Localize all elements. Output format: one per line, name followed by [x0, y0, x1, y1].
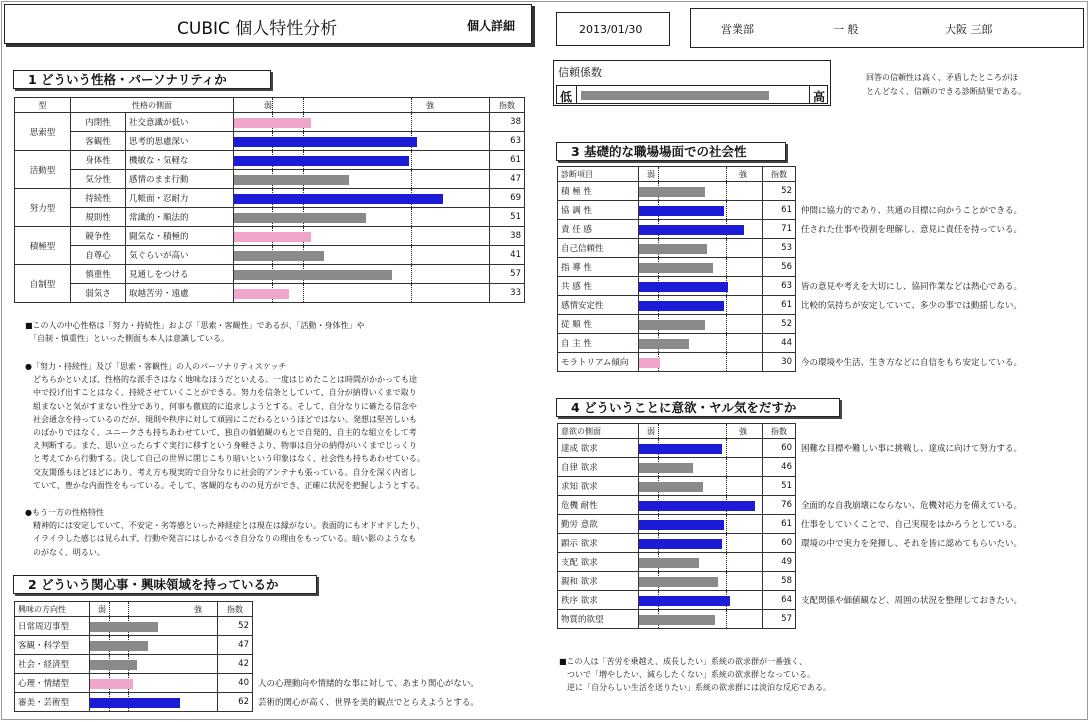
row-label: 協 調 性	[558, 201, 639, 220]
bar-cell	[90, 655, 218, 674]
table-row	[558, 496, 796, 515]
bar-cell	[234, 265, 490, 284]
table-row	[15, 674, 253, 693]
scale-guide	[128, 602, 129, 616]
bar-cell	[639, 334, 763, 353]
trait-name: 客観性	[71, 132, 126, 151]
table-row	[15, 265, 525, 284]
scale-guide	[411, 208, 412, 226]
scale-guide	[272, 98, 273, 112]
score-bar	[639, 482, 703, 492]
bar-cell	[639, 610, 763, 629]
bar-cell	[639, 258, 763, 277]
scale-guide	[658, 424, 659, 438]
score-bar	[639, 206, 724, 216]
interest-table	[14, 601, 253, 712]
score-bar	[639, 463, 693, 473]
table-row	[15, 208, 525, 227]
trait-description: 機敏な・気軽な	[126, 151, 234, 170]
scale-guide	[411, 227, 412, 245]
scale-guide	[726, 167, 727, 181]
scale-guide	[726, 201, 727, 219]
score-value: 57	[490, 265, 525, 284]
row-label: 共 感 性	[558, 277, 639, 296]
score-bar	[234, 194, 443, 204]
score-value: 38	[490, 113, 525, 132]
bar-cell	[90, 674, 218, 693]
header-scale	[639, 167, 763, 182]
table-header-row	[558, 424, 796, 439]
score-bar	[639, 501, 755, 511]
row-label: 審美・芸術型	[15, 693, 90, 712]
reliability-comment-line1: 回答の信頼性は高く、矛盾したところがほ	[866, 73, 1018, 82]
scale-guide	[109, 602, 110, 616]
score-bar	[234, 118, 311, 128]
table-row	[558, 315, 796, 334]
table-row	[558, 201, 796, 220]
score-value: 47	[218, 636, 253, 655]
scale-guide	[726, 258, 727, 276]
table-row	[558, 296, 796, 315]
scale-guide	[411, 98, 412, 112]
reliability-scale	[556, 85, 828, 104]
score-value: 44	[763, 334, 796, 353]
row-comment: 仲間に協力的であり、共通の目標に向かうことができる。	[801, 206, 1023, 216]
bar-cell	[639, 182, 763, 201]
scale-guide	[658, 167, 659, 181]
score-value: 52	[763, 315, 796, 334]
trait-description: 気ぐらいが高い	[126, 246, 234, 265]
header-strong: 強	[739, 427, 747, 436]
personality-group: 活動型	[15, 151, 71, 189]
table-row	[15, 246, 525, 265]
header-index: 指数	[490, 98, 525, 113]
row-label: 日常周辺事型	[15, 617, 90, 636]
section4-summary: ■この人は「苦労を乗越え、成長したい」系統の欲求群が一番強く、 ついで「増やしたい、減らしたくない」系統の欲求群となっている。 逆に「自分らしい生活を送りたい」系統の欲求群には淡泊な反応である。	[559, 657, 831, 693]
header-type: 型	[15, 98, 71, 113]
section2-title: 2 どういう関心事・興味領域を持っているか	[13, 575, 317, 594]
personality-group: 自制型	[15, 265, 71, 303]
scale-guide	[726, 424, 727, 438]
row-label: 求知 欲求	[558, 477, 639, 496]
reliability-box	[553, 60, 831, 106]
bar-cell	[639, 591, 763, 610]
score-value: 41	[490, 246, 525, 265]
scale-guide	[411, 284, 412, 302]
score-bar	[234, 137, 417, 147]
scale-guide	[726, 239, 727, 257]
table-row	[558, 515, 796, 534]
trait-description: 常識的・順法的	[126, 208, 234, 227]
person-name: 大阪 三郎	[945, 23, 993, 36]
bar-cell	[639, 572, 763, 591]
job-position: 一 般	[833, 23, 859, 36]
score-value: 60	[763, 439, 796, 458]
table-row	[558, 258, 796, 277]
personality-group: 努力型	[15, 189, 71, 227]
reliability-divider-left	[576, 86, 577, 103]
table-row	[15, 636, 253, 655]
scale-guide	[726, 572, 727, 590]
trait-name: 慎重性	[71, 265, 126, 284]
motivation-table	[557, 423, 796, 629]
table-row	[15, 655, 253, 674]
bar-cell	[234, 284, 490, 303]
table-row	[15, 170, 525, 189]
score-value: 71	[763, 220, 796, 239]
header-strong: 強	[194, 605, 202, 614]
header-scale	[234, 98, 490, 113]
personality-group: 思索型	[15, 113, 71, 151]
row-label: 親和 欲求	[558, 572, 639, 591]
bar-cell	[234, 227, 490, 246]
table-row	[558, 610, 796, 629]
score-bar	[639, 358, 660, 368]
row-label: 自 主 性	[558, 334, 639, 353]
score-bar	[639, 615, 715, 625]
bar-cell	[639, 458, 763, 477]
row-comment: 全面的な自我崩壊にならない、危機対応力を備えている。	[801, 501, 1023, 511]
table-row	[15, 132, 525, 151]
table-row	[558, 353, 796, 372]
score-bar	[639, 444, 722, 454]
title-box	[4, 4, 532, 44]
row-label: 指 導 性	[558, 258, 639, 277]
social-table	[557, 166, 796, 372]
score-bar	[639, 539, 722, 549]
bar-cell	[639, 277, 763, 296]
header-strong: 強	[739, 170, 747, 179]
score-value: 53	[763, 239, 796, 258]
section1-title: 1 どういう性格・パーソナリティか	[13, 70, 271, 89]
score-value: 40	[218, 674, 253, 693]
section3-title: 3 基礎的な職場場面での社会性	[556, 142, 786, 161]
reliability-low: 低	[560, 90, 573, 104]
header-weak: 弱	[98, 605, 106, 614]
page-subtitle: 個人詳細	[467, 19, 516, 33]
score-value: 61	[763, 515, 796, 534]
score-bar	[90, 622, 158, 632]
row-label: 秩序 欲求	[558, 591, 639, 610]
title-box-shadow	[532, 6, 535, 47]
score-bar	[639, 558, 699, 568]
reliability-comment	[866, 71, 1026, 99]
reliability-label: 信頼係数	[558, 66, 602, 79]
trait-description: 思考的思慮深い	[126, 132, 234, 151]
bar-cell	[639, 477, 763, 496]
score-bar	[234, 270, 392, 280]
bar-cell	[639, 515, 763, 534]
row-comment: 環境の中で実力を発揮し、それを皆に認めてもらいたい。	[801, 539, 1023, 549]
header-scale	[90, 602, 218, 617]
score-bar	[639, 320, 705, 330]
score-value: 49	[763, 553, 796, 572]
trait-description: 取越苦労・遠慮	[126, 284, 234, 303]
score-bar	[90, 660, 137, 670]
personality-table	[14, 97, 525, 303]
scale-guide	[726, 334, 727, 352]
person-box	[690, 8, 1084, 48]
row-label: 感情安定性	[558, 296, 639, 315]
score-value: 51	[763, 477, 796, 496]
bar-cell	[234, 113, 490, 132]
score-bar	[90, 698, 180, 708]
bar-cell	[639, 439, 763, 458]
reliability-divider-right	[809, 86, 810, 103]
department: 営業部	[721, 23, 754, 36]
score-bar	[234, 175, 349, 185]
scale-guide	[726, 353, 727, 371]
bar-cell	[234, 208, 490, 227]
score-value: 42	[218, 655, 253, 674]
score-bar	[639, 520, 724, 530]
bar-cell	[234, 246, 490, 265]
score-bar	[639, 225, 744, 235]
score-value: 56	[763, 258, 796, 277]
score-value: 61	[763, 201, 796, 220]
table-header-row	[558, 167, 796, 182]
table-row	[558, 477, 796, 496]
trait-description: 感情のまま行動	[126, 170, 234, 189]
trait-name: 競争性	[71, 227, 126, 246]
section1-sketch: ●「努力・持続性」及び「思索・客観性」の人のパーソナリティスケッチ どちらかといえば、性格的な派手さはなく地味なほうだといえる。一度はじめたことは時間がかかっても途 中で投げ出すことはなく、持続させていくことができる。努力を信条としていて、自分が納得いくまで取り 組まないと気がすまない性分であり、何事も徹底的に追求しようとする。そして、自分なりに確たる信念や 社会通念を持っているのだが、規則や秩序に対して頑固にこだわるというほどではない。発想は堅苦しいも のばかりではなく、ユニークさも持ちあわせていて、独自の価値観のもとで自発的、自主的な組立をして考 え判断する。また、思い立ったらすぐ実行に移すという身軽さより、物事は自分の納得がいくまでじっくり と考えてから行動する。決して自己の世界に閉じこもり暗いという印象はなく、社会性も持ちあわせている。 交友関係もほどほどにあり、考え方も現実的で自分なりに社会的アンテナも張っている。自分を深く内省し ていて、豊かな内面性をもっている。そして、客観的なものの見方ができ、正確に状況を把握しようとする。	[25, 362, 425, 490]
table-row	[558, 591, 796, 610]
scale-guide	[726, 439, 727, 457]
section1-summary: ■この人の中心性格は「努力・持続性」および「思索・客観性」であるが、「活動・身体性」や 「自制・慎重性」といった側面も本人は意識している。	[25, 321, 365, 344]
score-value: 61	[763, 296, 796, 315]
table-row	[558, 334, 796, 353]
score-value: 63	[490, 132, 525, 151]
header-aspect: 性格の側面	[71, 98, 234, 113]
scale-guide	[303, 284, 304, 302]
scale-guide	[411, 265, 412, 283]
row-comment: 支配関係や価値観など、周囲の状況を整理しておきたい。	[801, 596, 1023, 606]
trait-name: 身体性	[71, 151, 126, 170]
row-label: 自律 欲求	[558, 458, 639, 477]
header-index: 指数	[218, 602, 253, 617]
scale-guide	[726, 182, 727, 200]
header-scale	[639, 424, 763, 439]
bar-cell	[234, 151, 490, 170]
row-label: 社会・経済型	[15, 655, 90, 674]
row-comment: 仕事をしていくことで、自己実現をはかろうとしている。	[801, 520, 1022, 530]
row-comment: 任された仕事や役割を理解し、意見に責任を持っている。	[801, 225, 1023, 235]
score-value: 30	[763, 353, 796, 372]
score-bar	[639, 263, 713, 273]
table-row	[558, 534, 796, 553]
score-value: 38	[490, 227, 525, 246]
table-row	[558, 572, 796, 591]
scale-guide	[411, 170, 412, 188]
bar-cell	[234, 170, 490, 189]
reliability-bar	[581, 91, 769, 100]
report-date: 2013/01/30	[579, 23, 643, 36]
row-comment: 人の心理動向や情緒的な事に対して、あまり関心がない。	[258, 679, 479, 689]
row-label: 積 極 性	[558, 182, 639, 201]
score-value: 63	[763, 277, 796, 296]
score-bar	[234, 156, 409, 166]
scale-guide	[726, 610, 727, 628]
header-aspect: 意欲の側面	[558, 424, 639, 439]
scale-guide	[726, 515, 727, 533]
header-index: 指数	[763, 424, 796, 439]
table-row	[15, 617, 253, 636]
table-row	[15, 189, 525, 208]
bar-cell	[234, 132, 490, 151]
row-comment: 芸術的関心が高く、世界を美的観点でとらえようとする。	[258, 698, 479, 708]
table-header-row	[15, 98, 525, 113]
trait-name: 内閉性	[71, 113, 126, 132]
scale-guide	[726, 553, 727, 571]
score-bar	[90, 641, 148, 651]
score-value: 64	[763, 591, 796, 610]
trait-name: 弱気さ	[71, 284, 126, 303]
row-label: 達成 欲求	[558, 439, 639, 458]
scale-guide	[411, 151, 412, 169]
row-label: 危機 耐性	[558, 496, 639, 515]
scale-guide	[411, 246, 412, 264]
table-row	[558, 277, 796, 296]
header-index: 指数	[763, 167, 796, 182]
bar-cell	[639, 220, 763, 239]
row-label: 責 任 感	[558, 220, 639, 239]
table-header-row	[15, 602, 253, 617]
title-box-shadow-bottom	[6, 44, 535, 47]
score-value: 52	[763, 182, 796, 201]
score-bar	[234, 251, 324, 261]
table-row	[558, 458, 796, 477]
bar-cell	[639, 239, 763, 258]
table-row	[15, 151, 525, 170]
scale-guide	[726, 296, 727, 314]
row-comment: 皆の意見や考えを大切にし、協同作業などは熱心である。	[801, 282, 1023, 292]
header-strong: 強	[426, 101, 434, 110]
header-weak: 弱	[647, 427, 655, 436]
trait-description: 見通しをつける	[126, 265, 234, 284]
header-weak: 弱	[647, 170, 655, 179]
score-bar	[639, 339, 689, 349]
scale-guide	[726, 315, 727, 333]
bar-cell	[90, 636, 218, 655]
trait-name: 持続性	[71, 189, 126, 208]
bar-cell	[639, 315, 763, 334]
bar-cell	[90, 693, 218, 712]
reliability-comment-line2: とんどなく、信頼のできる診断結果である。	[866, 87, 1026, 96]
section4-title: 4 どういうことに意欲・ヤル気をだすか	[556, 398, 840, 417]
score-value: 51	[490, 208, 525, 227]
score-bar	[639, 577, 718, 587]
personality-group: 積極型	[15, 227, 71, 265]
score-value: 33	[490, 284, 525, 303]
table-row	[558, 439, 796, 458]
row-label: 支配 欲求	[558, 553, 639, 572]
table-row	[15, 113, 525, 132]
score-value: 61	[490, 151, 525, 170]
row-comment: 困難な目標や難しい事に挑戦し、達成に向けて努力する。	[801, 444, 1023, 454]
row-label: 勤労 意欲	[558, 515, 639, 534]
row-label: 自己信頼性	[558, 239, 639, 258]
score-value: 57	[763, 610, 796, 629]
scale-guide	[726, 534, 727, 552]
reliability-high: 高	[813, 90, 826, 104]
score-bar	[234, 232, 311, 242]
score-value: 62	[218, 693, 253, 712]
header-item: 診断項目	[558, 167, 639, 182]
row-comment: 比較的気持ちが安定していて、多少の事では動揺しない。	[801, 301, 1022, 311]
bar-cell	[639, 353, 763, 372]
header-weak: 弱	[264, 101, 272, 110]
row-label: 従 順 性	[558, 315, 639, 334]
scale-guide	[726, 477, 727, 495]
trait-name: 自尊心	[71, 246, 126, 265]
bar-cell	[639, 201, 763, 220]
score-value: 58	[763, 572, 796, 591]
table-row	[15, 284, 525, 303]
scale-guide	[303, 98, 304, 112]
table-row	[558, 182, 796, 201]
table-row	[558, 553, 796, 572]
score-bar	[639, 596, 730, 606]
row-label: 物質的欲望	[558, 610, 639, 629]
table-row	[558, 220, 796, 239]
header-direction: 興味の方向性	[15, 602, 90, 617]
section1-other-traits: ●もう一方の性格特性 精神的には安定していて、不安定・劣等感といった神経症とは現在は縁がない。表面的にもオドオドしたり、 イライラした感じは見られず、行動や発言にはしかるべき自分なりの理由をもっている。暗い影のようなも のがなく、明るい。	[25, 508, 425, 557]
score-value: 46	[763, 458, 796, 477]
row-label: 心理・情緒型	[15, 674, 90, 693]
score-bar	[90, 679, 133, 689]
trait-description: 社交意識が低い	[126, 113, 234, 132]
score-value: 69	[490, 189, 525, 208]
score-bar	[639, 301, 724, 311]
bar-cell	[639, 296, 763, 315]
score-bar	[639, 282, 728, 292]
table-row	[15, 227, 525, 246]
date-box	[556, 12, 670, 46]
score-value: 76	[763, 496, 796, 515]
trait-description: 几帳面・忍耐力	[126, 189, 234, 208]
trait-name: 規則性	[71, 208, 126, 227]
score-bar	[234, 213, 366, 223]
score-bar	[639, 187, 705, 197]
row-comment: 今の環境や生活、生き方などに自信をもち安定している。	[801, 358, 1023, 368]
score-value: 60	[763, 534, 796, 553]
score-bar	[234, 289, 289, 299]
scale-guide	[411, 113, 412, 131]
bar-cell	[234, 189, 490, 208]
table-row	[558, 239, 796, 258]
bar-cell	[639, 496, 763, 515]
row-label: モラトリアム傾向	[558, 353, 639, 372]
score-value: 47	[490, 170, 525, 189]
trait-name: 気分性	[71, 170, 126, 189]
bar-cell	[90, 617, 218, 636]
bar-cell	[639, 534, 763, 553]
row-label: 顕示 欲求	[558, 534, 639, 553]
row-label: 客観・科学型	[15, 636, 90, 655]
bar-cell	[639, 553, 763, 572]
trait-description: 闘気な・積極的	[126, 227, 234, 246]
page-title: CUBIC 個人特性分析	[177, 19, 338, 39]
table-row	[15, 693, 253, 712]
score-bar	[639, 244, 707, 254]
scale-guide	[726, 458, 727, 476]
score-value: 52	[218, 617, 253, 636]
